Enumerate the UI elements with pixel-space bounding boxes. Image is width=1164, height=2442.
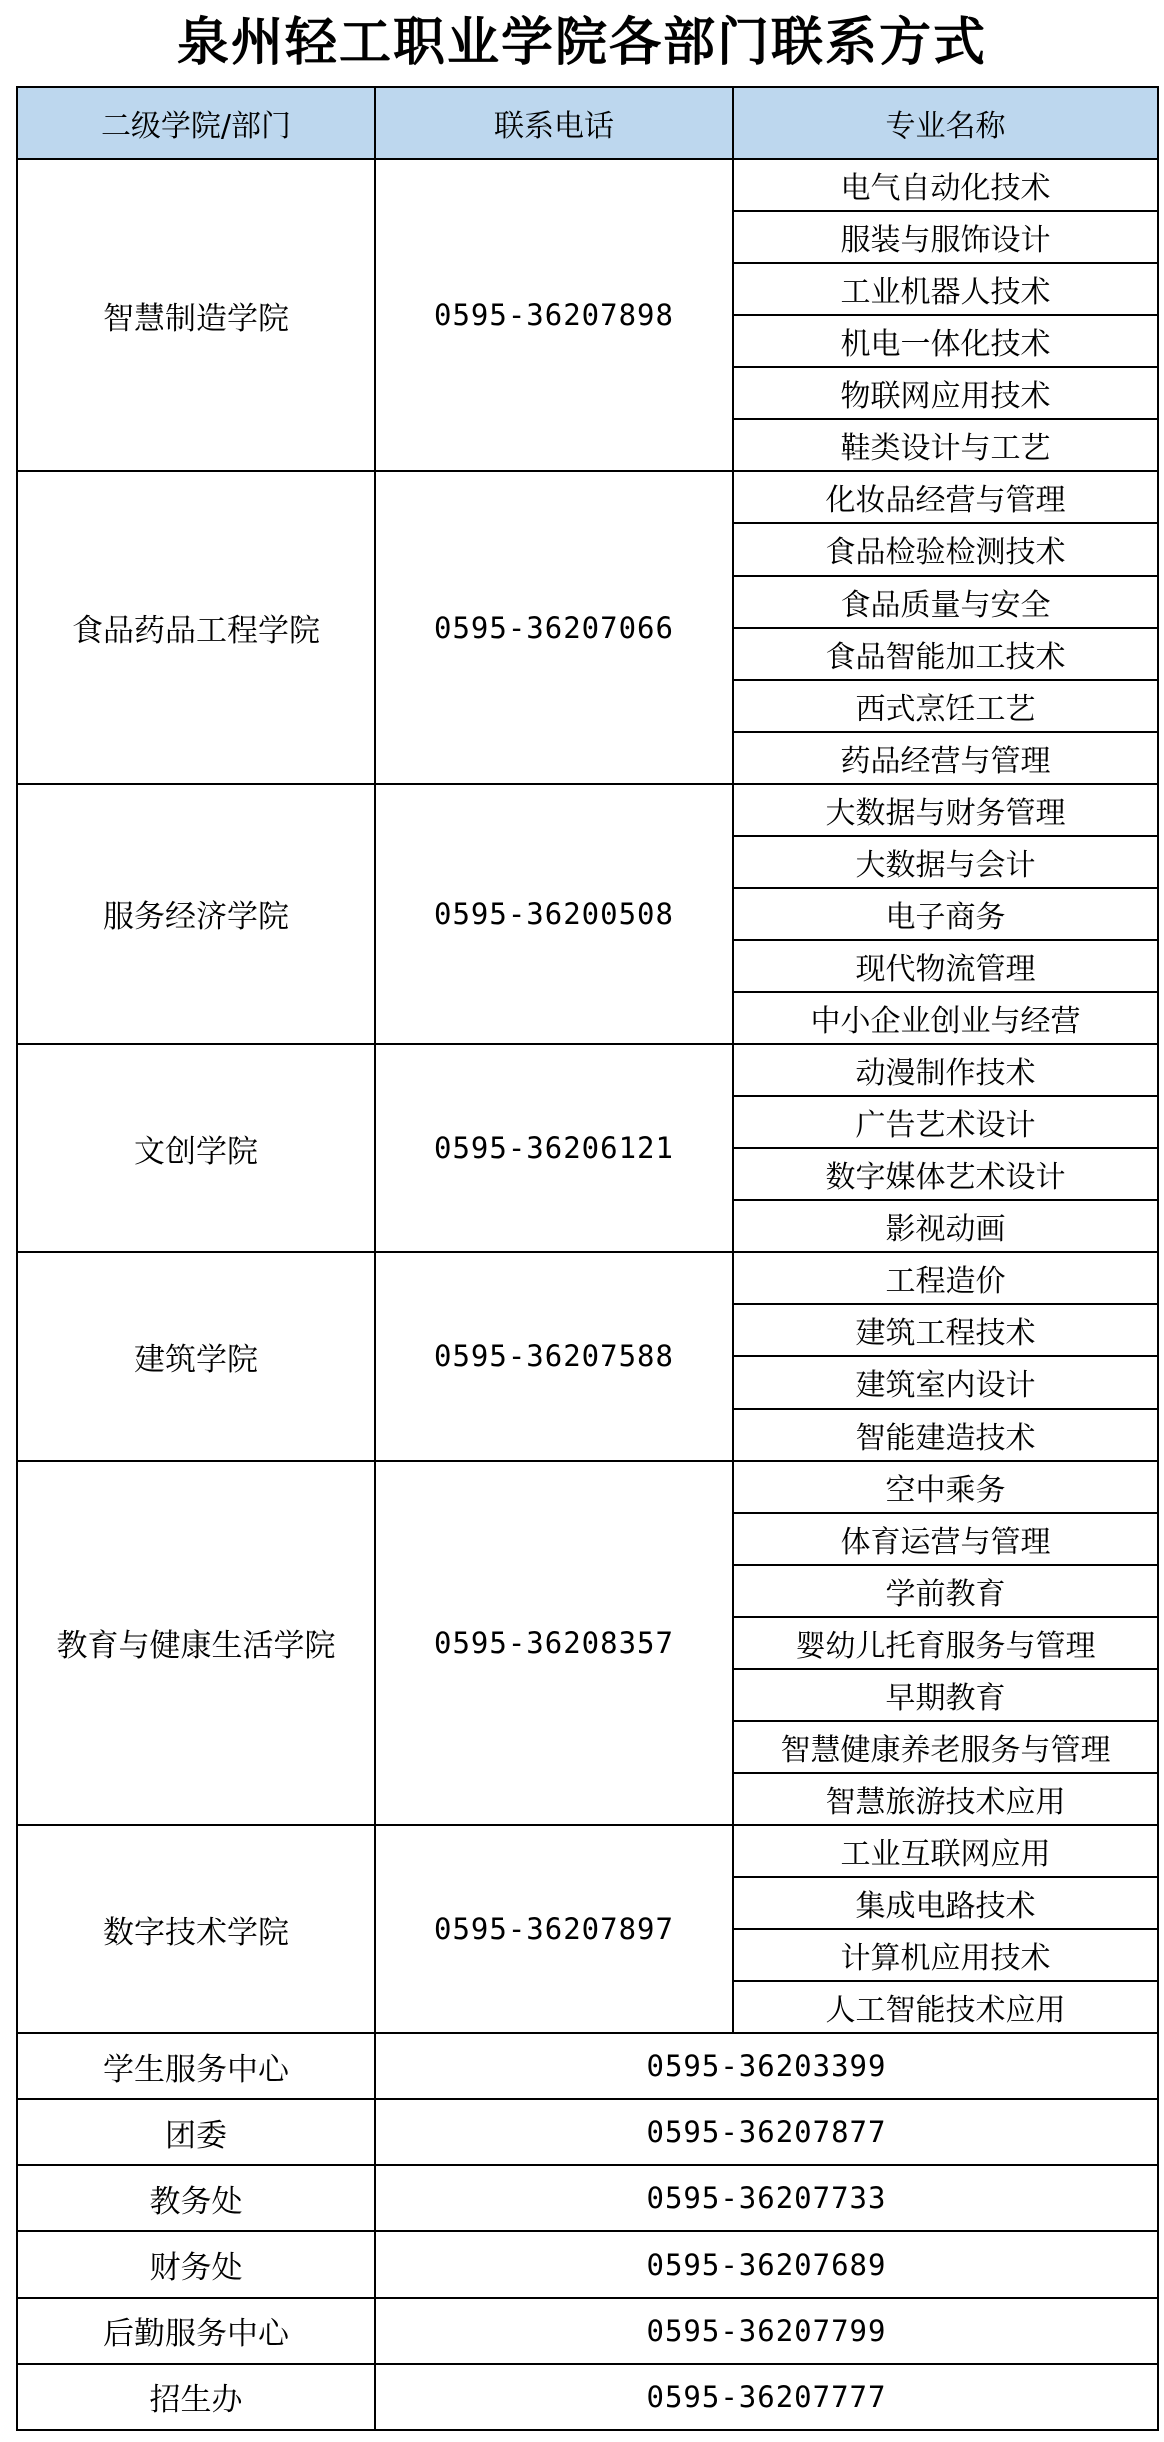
office-phone: 0595-36207733 [375, 2165, 1158, 2231]
major-name: 空中乘务 [733, 1461, 1158, 1513]
college-name: 智慧制造学院 [17, 159, 375, 471]
major-name: 广告艺术设计 [733, 1096, 1158, 1148]
table-row [17, 784, 1158, 836]
office-name: 教务处 [17, 2165, 375, 2231]
major-name: 西式烹饪工艺 [733, 680, 1158, 732]
office-name: 团委 [17, 2099, 375, 2165]
header-row [17, 87, 1158, 159]
table-row [17, 471, 1158, 523]
office-phone: 0595-36203399 [375, 2033, 1158, 2099]
major-name: 服装与服饰设计 [733, 211, 1158, 263]
college-phone: 0595-36208357 [375, 1461, 733, 1825]
major-name: 中小企业创业与经营 [733, 992, 1158, 1044]
table-row [17, 1252, 1158, 1304]
major-name: 动漫制作技术 [733, 1044, 1158, 1096]
major-name: 食品质量与安全 [733, 576, 1158, 628]
office-row [17, 2099, 1158, 2165]
office-phone: 0595-36207689 [375, 2231, 1158, 2297]
major-name: 数字媒体艺术设计 [733, 1148, 1158, 1200]
table-row [17, 159, 1158, 211]
header-phone: 联系电话 [375, 87, 733, 159]
table-row [17, 1044, 1158, 1096]
major-name: 婴幼儿托育服务与管理 [733, 1617, 1158, 1669]
college-phone: 0595-36207897 [375, 1825, 733, 2033]
major-name: 影视动画 [733, 1200, 1158, 1252]
office-phone: 0595-36207799 [375, 2298, 1158, 2364]
college-name: 文创学院 [17, 1044, 375, 1252]
college-phone: 0595-36207898 [375, 159, 733, 471]
office-name: 财务处 [17, 2231, 375, 2297]
major-name: 工业机器人技术 [733, 263, 1158, 315]
college-phone: 0595-36207066 [375, 471, 733, 783]
major-name: 机电一体化技术 [733, 315, 1158, 367]
major-name: 化妆品经营与管理 [733, 471, 1158, 523]
office-name: 后勤服务中心 [17, 2298, 375, 2364]
major-name: 智慧旅游技术应用 [733, 1773, 1158, 1825]
header-dept: 二级学院/部门 [17, 87, 375, 159]
major-name: 工业互联网应用 [733, 1825, 1158, 1877]
major-name: 工程造价 [733, 1252, 1158, 1304]
college-phone: 0595-36200508 [375, 784, 733, 1044]
major-name: 计算机应用技术 [733, 1929, 1158, 1981]
major-name: 建筑工程技术 [733, 1304, 1158, 1356]
page-title: 泉州轻工职业学院各部门联系方式 [176, 12, 987, 73]
contact-table [16, 86, 1159, 2431]
major-name: 建筑室内设计 [733, 1356, 1158, 1408]
college-name: 服务经济学院 [17, 784, 375, 1044]
office-phone: 0595-36207877 [375, 2099, 1158, 2165]
college-phone: 0595-36206121 [375, 1044, 733, 1252]
major-name: 食品检验检测技术 [733, 523, 1158, 575]
college-name: 食品药品工程学院 [17, 471, 375, 783]
office-name: 学生服务中心 [17, 2033, 375, 2099]
college-name: 数字技术学院 [17, 1825, 375, 2033]
office-name: 招生办 [17, 2364, 375, 2430]
major-name: 食品智能加工技术 [733, 628, 1158, 680]
office-row [17, 2298, 1158, 2364]
major-name: 鞋类设计与工艺 [733, 419, 1158, 471]
college-name: 教育与健康生活学院 [17, 1461, 375, 1825]
header-majors: 专业名称 [733, 87, 1158, 159]
major-name: 学前教育 [733, 1565, 1158, 1617]
major-name: 电子商务 [733, 888, 1158, 940]
table-row [17, 1461, 1158, 1513]
table-row [17, 1825, 1158, 1877]
office-row [17, 2165, 1158, 2231]
office-phone: 0595-36207777 [375, 2364, 1158, 2430]
major-name: 智慧健康养老服务与管理 [733, 1721, 1158, 1773]
major-name: 物联网应用技术 [733, 367, 1158, 419]
major-name: 体育运营与管理 [733, 1513, 1158, 1565]
college-phone: 0595-36207588 [375, 1252, 733, 1460]
major-name: 现代物流管理 [733, 940, 1158, 992]
major-name: 集成电路技术 [733, 1877, 1158, 1929]
college-name: 建筑学院 [17, 1252, 375, 1460]
major-name: 大数据与财务管理 [733, 784, 1158, 836]
office-row [17, 2364, 1158, 2430]
major-name: 早期教育 [733, 1669, 1158, 1721]
table-body [17, 159, 1158, 2430]
major-name: 人工智能技术应用 [733, 1981, 1158, 2033]
major-name: 智能建造技术 [733, 1409, 1158, 1461]
office-row [17, 2033, 1158, 2099]
major-name: 电气自动化技术 [733, 159, 1158, 211]
office-row [17, 2231, 1158, 2297]
major-name: 药品经营与管理 [733, 732, 1158, 784]
major-name: 大数据与会计 [733, 836, 1158, 888]
